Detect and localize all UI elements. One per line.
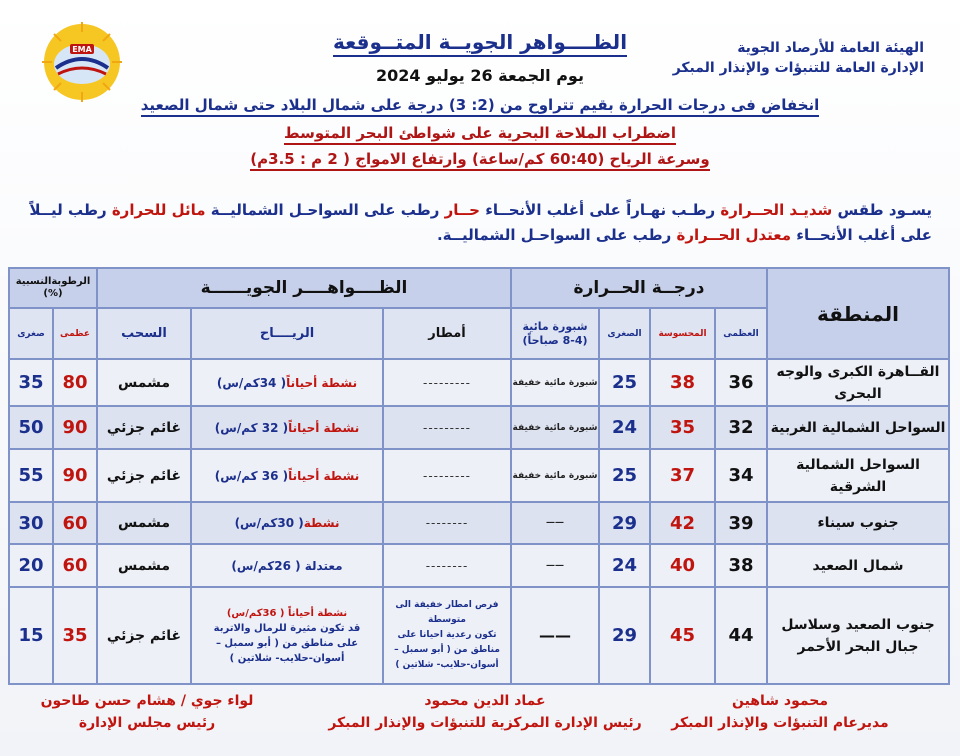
headline-wind: وسرعة الرياح (60:40 كم/ساعة) وارتفاع الامواج ( 2 م : 3.5م): [0, 150, 960, 171]
min-temp: 24: [600, 407, 649, 448]
wind-value: نشطة ( 30كم/س): [192, 503, 382, 543]
fog-value: شبورة مائية خفيفة: [512, 360, 598, 405]
header-feel: المحسوسة: [651, 309, 714, 358]
fog-value: ——: [512, 503, 598, 543]
forecast-table: [8, 267, 950, 685]
feel-temp: 42: [651, 503, 714, 543]
headline-marine: اضطراب الملاحة البحرية على شواطئ البحر المتوسط: [0, 124, 960, 145]
headline-temperature: انخفاض فى درجات الحرارة بقيم تتراوح من (2: 3) درجة على شمال البلاد حتى شمال الصعيد: [0, 96, 960, 117]
humidity-min: 20: [10, 545, 52, 586]
header-rain: أمطار: [384, 309, 510, 358]
signature-left: لواء جوي / هشام حسن طاحون رئيس مجلس الإدارة: [40, 693, 254, 731]
min-temp: 25: [600, 450, 649, 501]
header-max: العظمى: [716, 309, 766, 358]
humidity-min: 55: [10, 450, 52, 501]
humidity-max: 60: [54, 503, 96, 543]
fog-value: ——: [512, 588, 598, 683]
header-phenomena: الظــــواهــــر الجويــــــة: [98, 269, 510, 307]
min-temp: 29: [600, 588, 649, 683]
header-humidity-max: عظمى: [54, 309, 96, 358]
rain-value: ---------: [384, 360, 510, 405]
max-temp: 34: [716, 450, 766, 501]
header-wind: الريــــاح: [192, 309, 382, 358]
feel-temp: 45: [651, 588, 714, 683]
humidity-min: 50: [10, 407, 52, 448]
cloud-value: مشمس: [98, 360, 190, 405]
forecast-date: يوم الجمعة 26 يوليو 2024: [376, 66, 584, 85]
humidity-max: 80: [54, 360, 96, 405]
rain-value: ---------: [384, 407, 510, 448]
region-cell: جنوب سيناء: [768, 503, 948, 543]
humidity-max: 60: [54, 545, 96, 586]
humidity-min: 35: [10, 360, 52, 405]
region-cell: السواحل الشمالية الشرقية: [768, 450, 948, 501]
feel-temp: 35: [651, 407, 714, 448]
weather-summary: يسـود طقس شديـد الحــرارة رطـب نهـاراً على أغلب الأنحــاء حــار رطب على السواحـل الشماليــة مائل للحرارة رطب ليــلاً على أغلب الأنحــاء معتدل الحــرارة رطب على السواحـل الشماليــة.: [29, 201, 932, 244]
fog-value: شبورة مائية خفيفة: [512, 450, 598, 501]
header-fog: شبورة مائية (4-8 صباحاً): [512, 309, 598, 358]
signature-right: محمود شاهين مديرعام التنبؤات والإنذار المبكر: [671, 693, 889, 731]
header-humidity-min: صغرى: [10, 309, 52, 358]
wind-value: نشطة أحياناً ( 36كم/س) قد تكون مثيرة للرمال والاتربة على مناطق من ( أبو سمبل – أسوان-حلايب- شلاتين ): [192, 588, 382, 683]
feel-temp: 40: [651, 545, 714, 586]
wind-value: نشطة أحياناً ( 32 كم/س): [192, 407, 382, 448]
max-temp: 39: [716, 503, 766, 543]
cloud-value: مشمس: [98, 545, 190, 586]
max-temp: 38: [716, 545, 766, 586]
signature-middle: عماد الدين محمود رئيس الإدارة المركزية للتنبؤات والإنذار المبكر: [328, 693, 642, 731]
region-cell: القــاهرة الكبرى والوجه البحرى: [768, 360, 948, 405]
region-south-upper-egypt: جنوب الصعيد وسلاسل جبال البحر الأحمر: [768, 588, 948, 683]
humidity-max: 35: [54, 588, 96, 683]
wind-value: نشطة أحياناً ( 34كم/س): [192, 360, 382, 405]
humidity-min: 15: [10, 588, 52, 683]
header-cloud: السحب: [98, 309, 190, 358]
logo-text: EMA: [72, 45, 92, 54]
humidity-max: 90: [54, 407, 96, 448]
cloud-value: مشمس: [98, 503, 190, 543]
fog-value: شبورة مائية خفيفة: [512, 407, 598, 448]
page-title: الظــــواهر الجويــة المتــوقعة: [0, 30, 960, 57]
min-temp: 25: [600, 360, 649, 405]
min-temp: 29: [600, 503, 649, 543]
cloud-value: غائم جزئي: [98, 588, 190, 683]
cloud-value: غائم جزئي: [98, 407, 190, 448]
header-temperature: درجــة الحــرارة: [512, 269, 766, 307]
min-temp: 24: [600, 545, 649, 586]
header-min: الصغرى: [600, 309, 649, 358]
feel-temp: 38: [651, 360, 714, 405]
region-cell: شمال الصعيد: [768, 545, 948, 586]
rain-value: ---------: [384, 450, 510, 501]
rain-value: فرص امطار خفيفة الى متوسطة تكون رعدية احيانا على مناطق من ( أبو سمبل – أسوان-حلايب- شلاتين ): [384, 588, 510, 683]
wind-value: نشطة أحياناً ( 36 كم/س): [192, 450, 382, 501]
feel-temp: 37: [651, 450, 714, 501]
cloud-value: غائم جزئي: [98, 450, 190, 501]
org-line1: الهيئة العامة للأرصاد الجوية: [737, 40, 924, 56]
org-line2: الإدارة العامة للتنبؤات والإنذار المبكر: [672, 60, 924, 76]
wind-value: معتدلة ( 26كم/س): [192, 545, 382, 586]
region-cell: السواحل الشمالية الغربية: [768, 407, 948, 448]
rain-value: --------: [384, 503, 510, 543]
rain-value: --------: [384, 545, 510, 586]
humidity-min: 30: [10, 503, 52, 543]
max-temp: 36: [716, 360, 766, 405]
fog-value: ——: [512, 545, 598, 586]
header-region: المنطقة: [768, 269, 948, 358]
header-humidity: الرطوبةالنسبية (%): [10, 269, 96, 307]
max-temp: 32: [716, 407, 766, 448]
max-temp: 44: [716, 588, 766, 683]
humidity-max: 90: [54, 450, 96, 501]
